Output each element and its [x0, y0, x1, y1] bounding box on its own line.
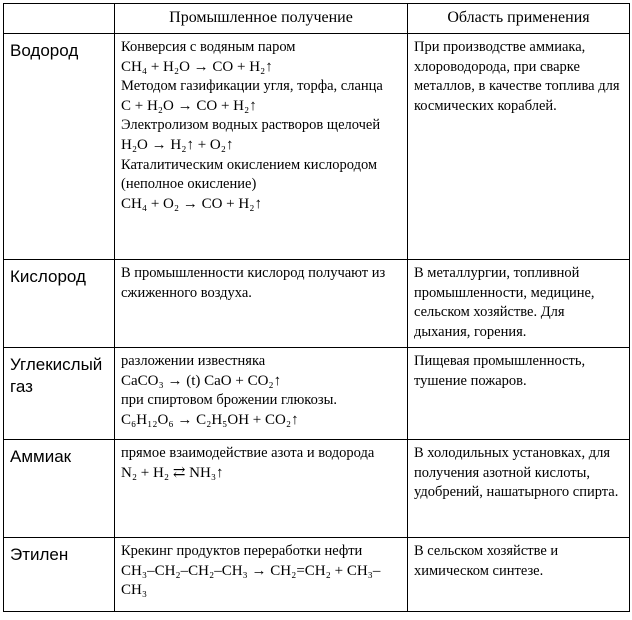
- production-cell: [115, 34, 408, 260]
- gases-table: [3, 3, 630, 612]
- header-row: [4, 4, 630, 34]
- table-row: [4, 538, 630, 612]
- application-cell: В холодильных установках, для получения азотной кислоты, удобрений, нашатырного спирта.: [408, 440, 630, 538]
- header-application: Область применения: [408, 4, 630, 34]
- production-method: Каталитическим окислением кислородом (неполное окисление): [121, 156, 378, 193]
- reaction-equation: CH₄ + O₂ → CO + H₂↑: [121, 195, 262, 212]
- application-cell: В металлургии, топливной промышленности, медицине, сельском хозяйстве. Для дыхания, горения.: [408, 260, 630, 348]
- gas-name: Этилен: [4, 538, 115, 612]
- table-row: [4, 260, 630, 348]
- gas-name: Водород: [4, 34, 115, 260]
- header-name: [4, 4, 115, 34]
- production-cell: [115, 440, 408, 538]
- reaction-equation: CaCO₃ → (t) CaO + CO₂↑: [121, 372, 282, 389]
- reaction-equation: C + H₂O → CO + H₂↑: [121, 97, 257, 114]
- reaction-equation: C₆H₁₂O₆ → C₂H₅OH + CO₂↑: [121, 411, 299, 428]
- reaction-equation: N₂ + H₂ ⇄ NH₃↑: [121, 464, 224, 481]
- production-cell: [115, 538, 408, 612]
- application-cell: При производстве аммиака, хлороводорода, при сварке металлов, в качестве топлива для космических кораблей.: [408, 34, 630, 260]
- production-method: разложении известняка: [121, 353, 266, 369]
- production-method: Крекинг продуктов переработки нефти: [121, 543, 363, 559]
- production-method: Конверсия с водяным паром: [121, 39, 296, 55]
- gas-name: Аммиак: [4, 440, 115, 538]
- production-method: прямое взаимодействие азота и водорода: [121, 445, 375, 461]
- header-production: Промышленное получение: [115, 4, 408, 34]
- application-cell: Пищевая промышленность, тушение пожаров.: [408, 348, 630, 440]
- table-row: [4, 34, 630, 260]
- production-method: Методом газификации угля, торфа, сланца: [121, 78, 383, 95]
- gas-name: Углекислый газ: [4, 348, 115, 440]
- reaction-equation: CH₃–CH₂–CH₂–CH₃ → CH₂=CH₂ + CH₃–CH₃: [121, 562, 381, 599]
- reaction-equation: H₂O → H₂↑ + O₂↑: [121, 136, 234, 153]
- gas-name: Кислород: [4, 260, 115, 348]
- production-method: Электролизом водных растворов щелочей: [121, 117, 381, 134]
- production-method: В промышленности кислород получают из сжиженного воздуха.: [121, 265, 386, 301]
- reaction-equation: CH₄ + H₂O → CO + H₂↑: [121, 58, 273, 75]
- table-row: [4, 348, 630, 440]
- production-cell: [115, 260, 408, 348]
- table-row: [4, 440, 630, 538]
- production-cell: [115, 348, 408, 440]
- application-cell: В сельском хозяйстве и химическом синтезе.: [408, 538, 630, 612]
- production-method: при спиртовом брожении глюкозы.: [121, 392, 337, 409]
